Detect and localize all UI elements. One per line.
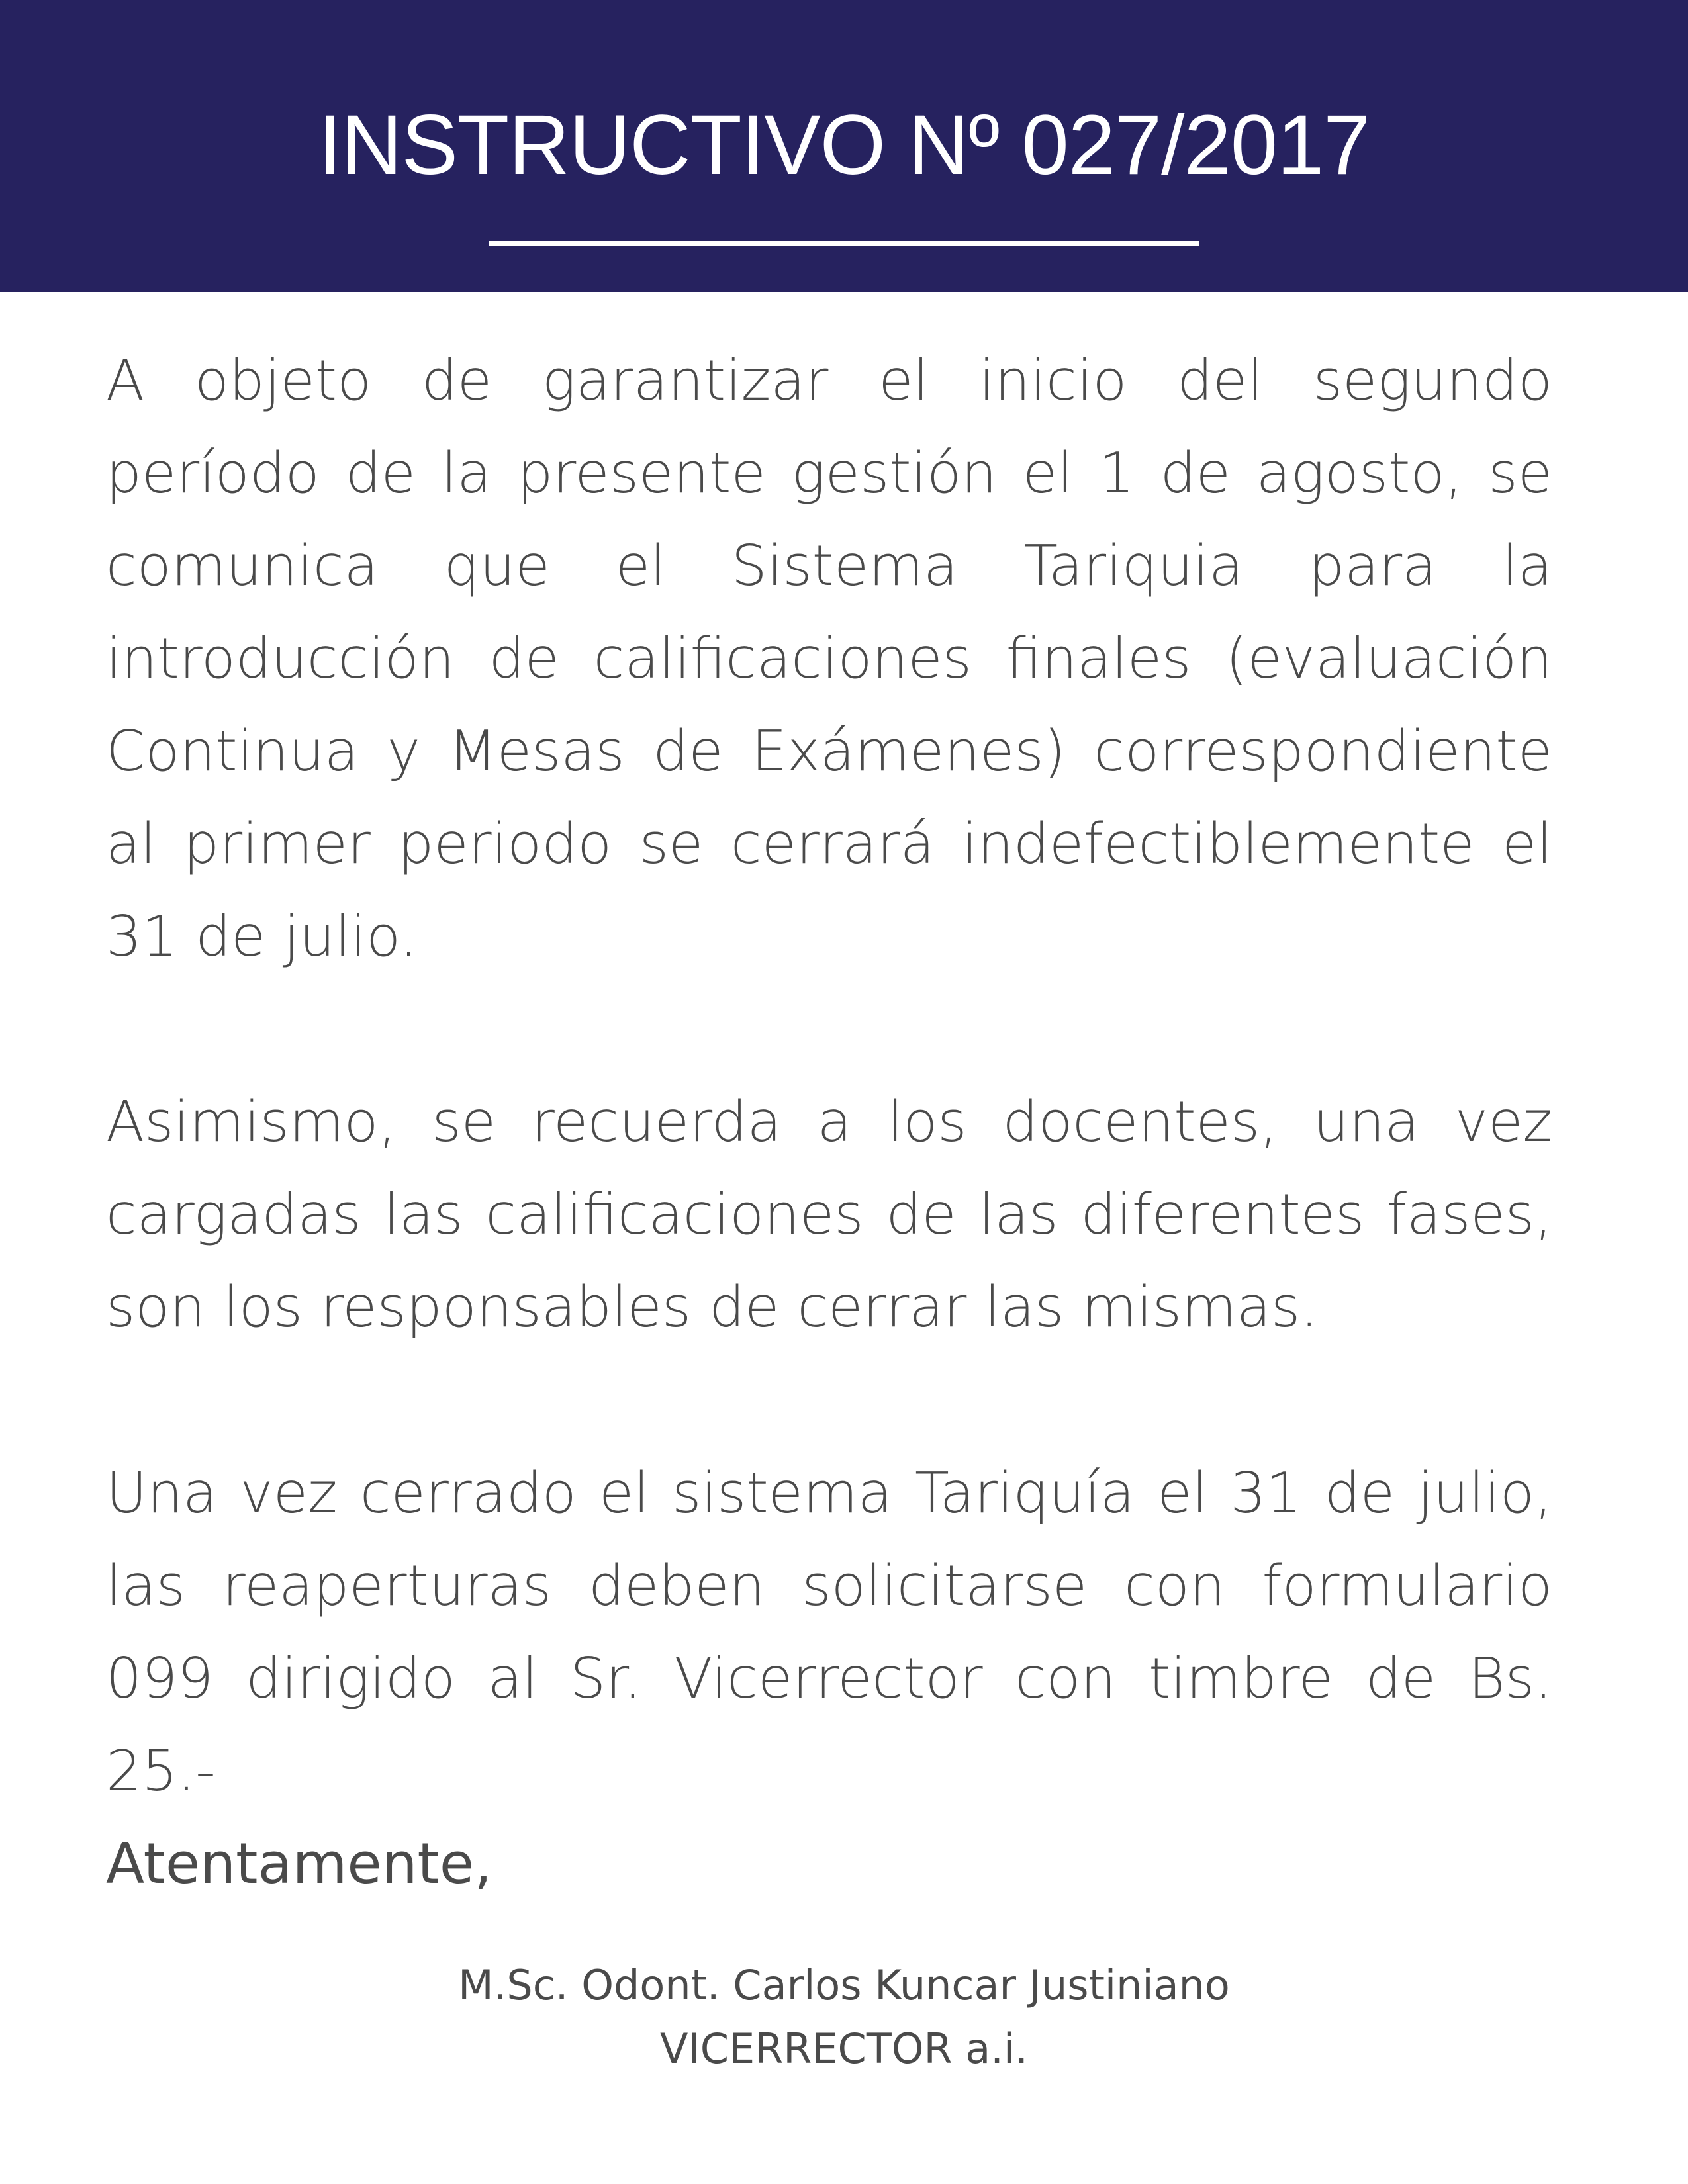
signature-name: M.Sc. Odont. Carlos Kuncar Justiniano — [458, 1961, 1230, 2009]
paragraph-2: Asimismo, se recuerda a los docentes, una vez cargadas las calificaciones de las diferentes fases, son los responsables de cerrar las mismas. — [106, 1089, 1552, 1340]
paragraph-3: Una vez cerrado el sistema Tariquía el 31 de julio, las reaperturas deben solicitarse con formulario 099 dirigido al Sr. Vicerrector con timbre de Bs. 25.- — [106, 1461, 1552, 1804]
document-title: INSTRUCTIVO Nº 027/2017 — [318, 98, 1370, 193]
paragraph-1: A objeto de garantizar el inicio del segundo período de la presente gestión el 1 de agosto, se comunica que el Sistema Tariquia para la introducción de calificaciones finales (evaluación Continua y Mesas de Exámenes) correspondiente al primer periodo se cerrará indefectiblemente el 31 de julio. — [106, 348, 1552, 970]
title-underline — [489, 241, 1199, 246]
signature-role: VICERRECTOR a.i. — [660, 2025, 1028, 2073]
closing-salutation: Atentamente, — [106, 1831, 492, 1897]
